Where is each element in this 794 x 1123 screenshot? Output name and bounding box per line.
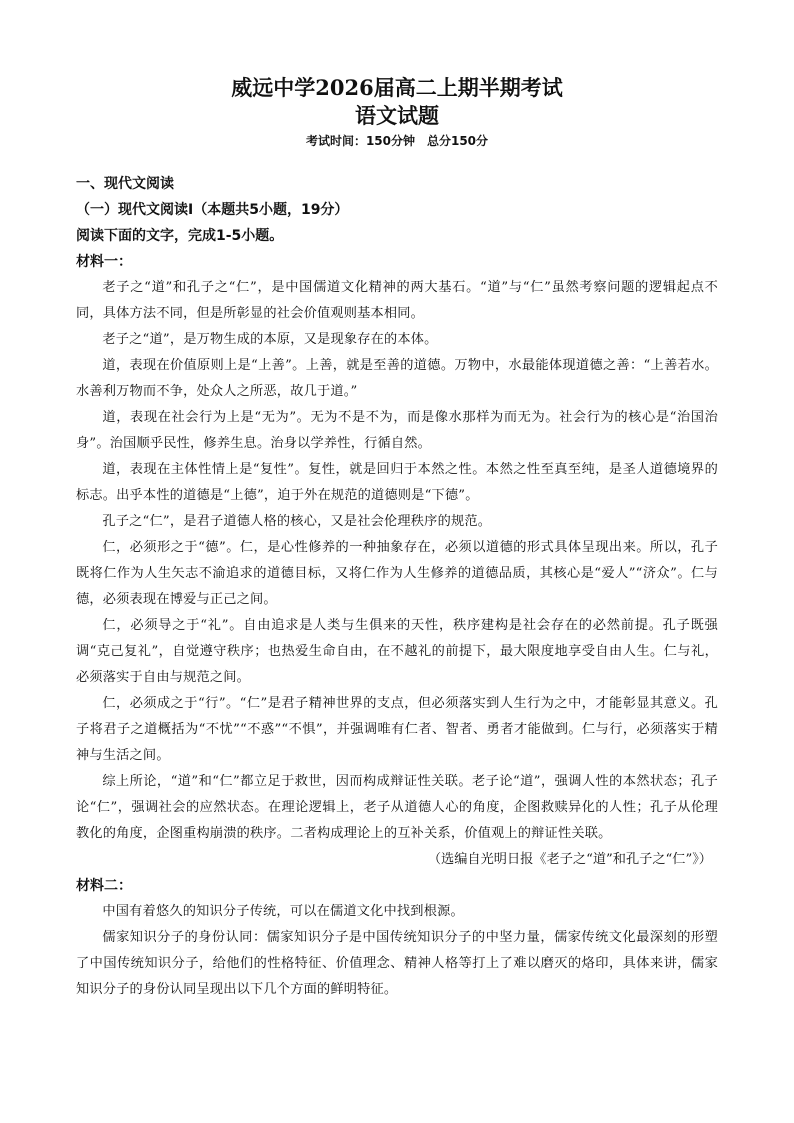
exam-subtitle: 语文试题 [355,103,439,128]
exam-title: 威远中学2026届高二上期半期考试 [231,75,563,100]
paragraph: 仁，必须导之于“礼”。自由追求是人类与生俱来的天性，秩序建构是社会存在的必然前提。孔子既强调“克己复礼”，自觉遵守秩序；也热爱生命自由，在不越礼的前提下，最大限度地享受自由人生。仁与礼，必须落实于自由与规范之间。 [76,618,718,685]
paragraph: 道，表现在价值原则上是“上善”。上善，就是至善的道德。万物中，水最能体现道德之善：“上善若水。水善利万物而不争，处众人之所恶，故几于道。” [76,358,718,399]
material-two-body [76,899,718,1003]
paragraph: 道，表现在主体性情上是“复性”。复性，就是回归于本然之性。本然之性至真至纯，是圣人道德境界的标志。出乎本性的道德是“上德”，迫于外在规范的道德则是“下德”。 [76,462,718,503]
paragraph: 中国有着悠久的知识分子传统，可以在儒道文化中找到根源。 [102,904,464,919]
paragraph: 儒家知识分子的身份认同：儒家知识分子是中国传统知识分子的中坚力量，儒家传统文化最深刻的形塑了中国传统知识分子，给他们的性格特征、价值理念、精神人格等打上了难以磨灭的烙印，具体来讲，儒家知识分子的身份认同呈现出以下几个方面的鲜明特征。 [76,930,718,997]
paragraph: 老子之“道”，是万物生成的本原，又是现象存在的本体。 [102,332,438,347]
paragraph: 老子之“道”和孔子之“仁”，是中国儒道文化精神的两大基石。“道”与“仁”虽然考察问题的逻辑起点不同，具体方法不同，但是所彰显的社会价值观则基本相同。 [76,280,718,321]
paragraph: 仁，必须形之于“德”。仁，是心性修养的一种抽象存在，必须以道德的形式具体呈现出来。所以，孔子既将仁作为人生矢志不渝追求的道德目标，又将仁作为人生修养的道德品质，其核心是“爱人”“济众”。仁与德，必须表现在博爱与正己之间。 [76,540,718,607]
paragraph: 仁，必须成之于“行”。“仁”是君子精神世界的支点，但必须落实到人生行为之中，才能彰显其意义。孔子将君子之道概括为“不忧”“不惑”“不惧”，并强调唯有仁者、智者、勇者才能做到。仁与行，必须落实于精神与生活之间。 [76,696,718,763]
material-one-label: 材料一： [76,254,132,270]
paragraph: 综上所论，“道”和“仁”都立足于救世，因而构成辩证性关联。老子论“道”，强调人性的本然状态；孔子论“仁”，强调社会的应然状态。在理论逻辑上，老子从道德人心的角度，企图救赎异化的人性；孔子从伦理教化的角度，企图重构崩溃的秩序。二者构成理论上的互补关系，价值观上的辩证性关联。 [76,774,718,841]
material-one-body [76,275,718,847]
section-heading: 一、现代文阅读 [76,176,174,192]
reading-instruction: 阅读下面的文字，完成1-5小题。 [76,228,284,244]
sub-section-heading: （一）现代文阅读Ⅰ（本题共5小题，19分） [76,202,349,218]
material-one-source: （选编自光明日报《老子之“道”和孔子之“仁”》） [427,852,712,867]
exam-info: 考试时间：150分钟 总分150分 [305,134,489,148]
paragraph: 道，表现在社会行为上是“无为”。无为不是不为，而是像水那样为而无为。社会行为的核心是“治国治身”。治国顺乎民性，修养生息。治身以学养性，行循自然。 [76,410,718,451]
paragraph: 孔子之“仁”，是君子道德人格的核心，又是社会伦理秩序的规范。 [102,514,492,529]
material-two-label: 材料二： [76,878,132,894]
